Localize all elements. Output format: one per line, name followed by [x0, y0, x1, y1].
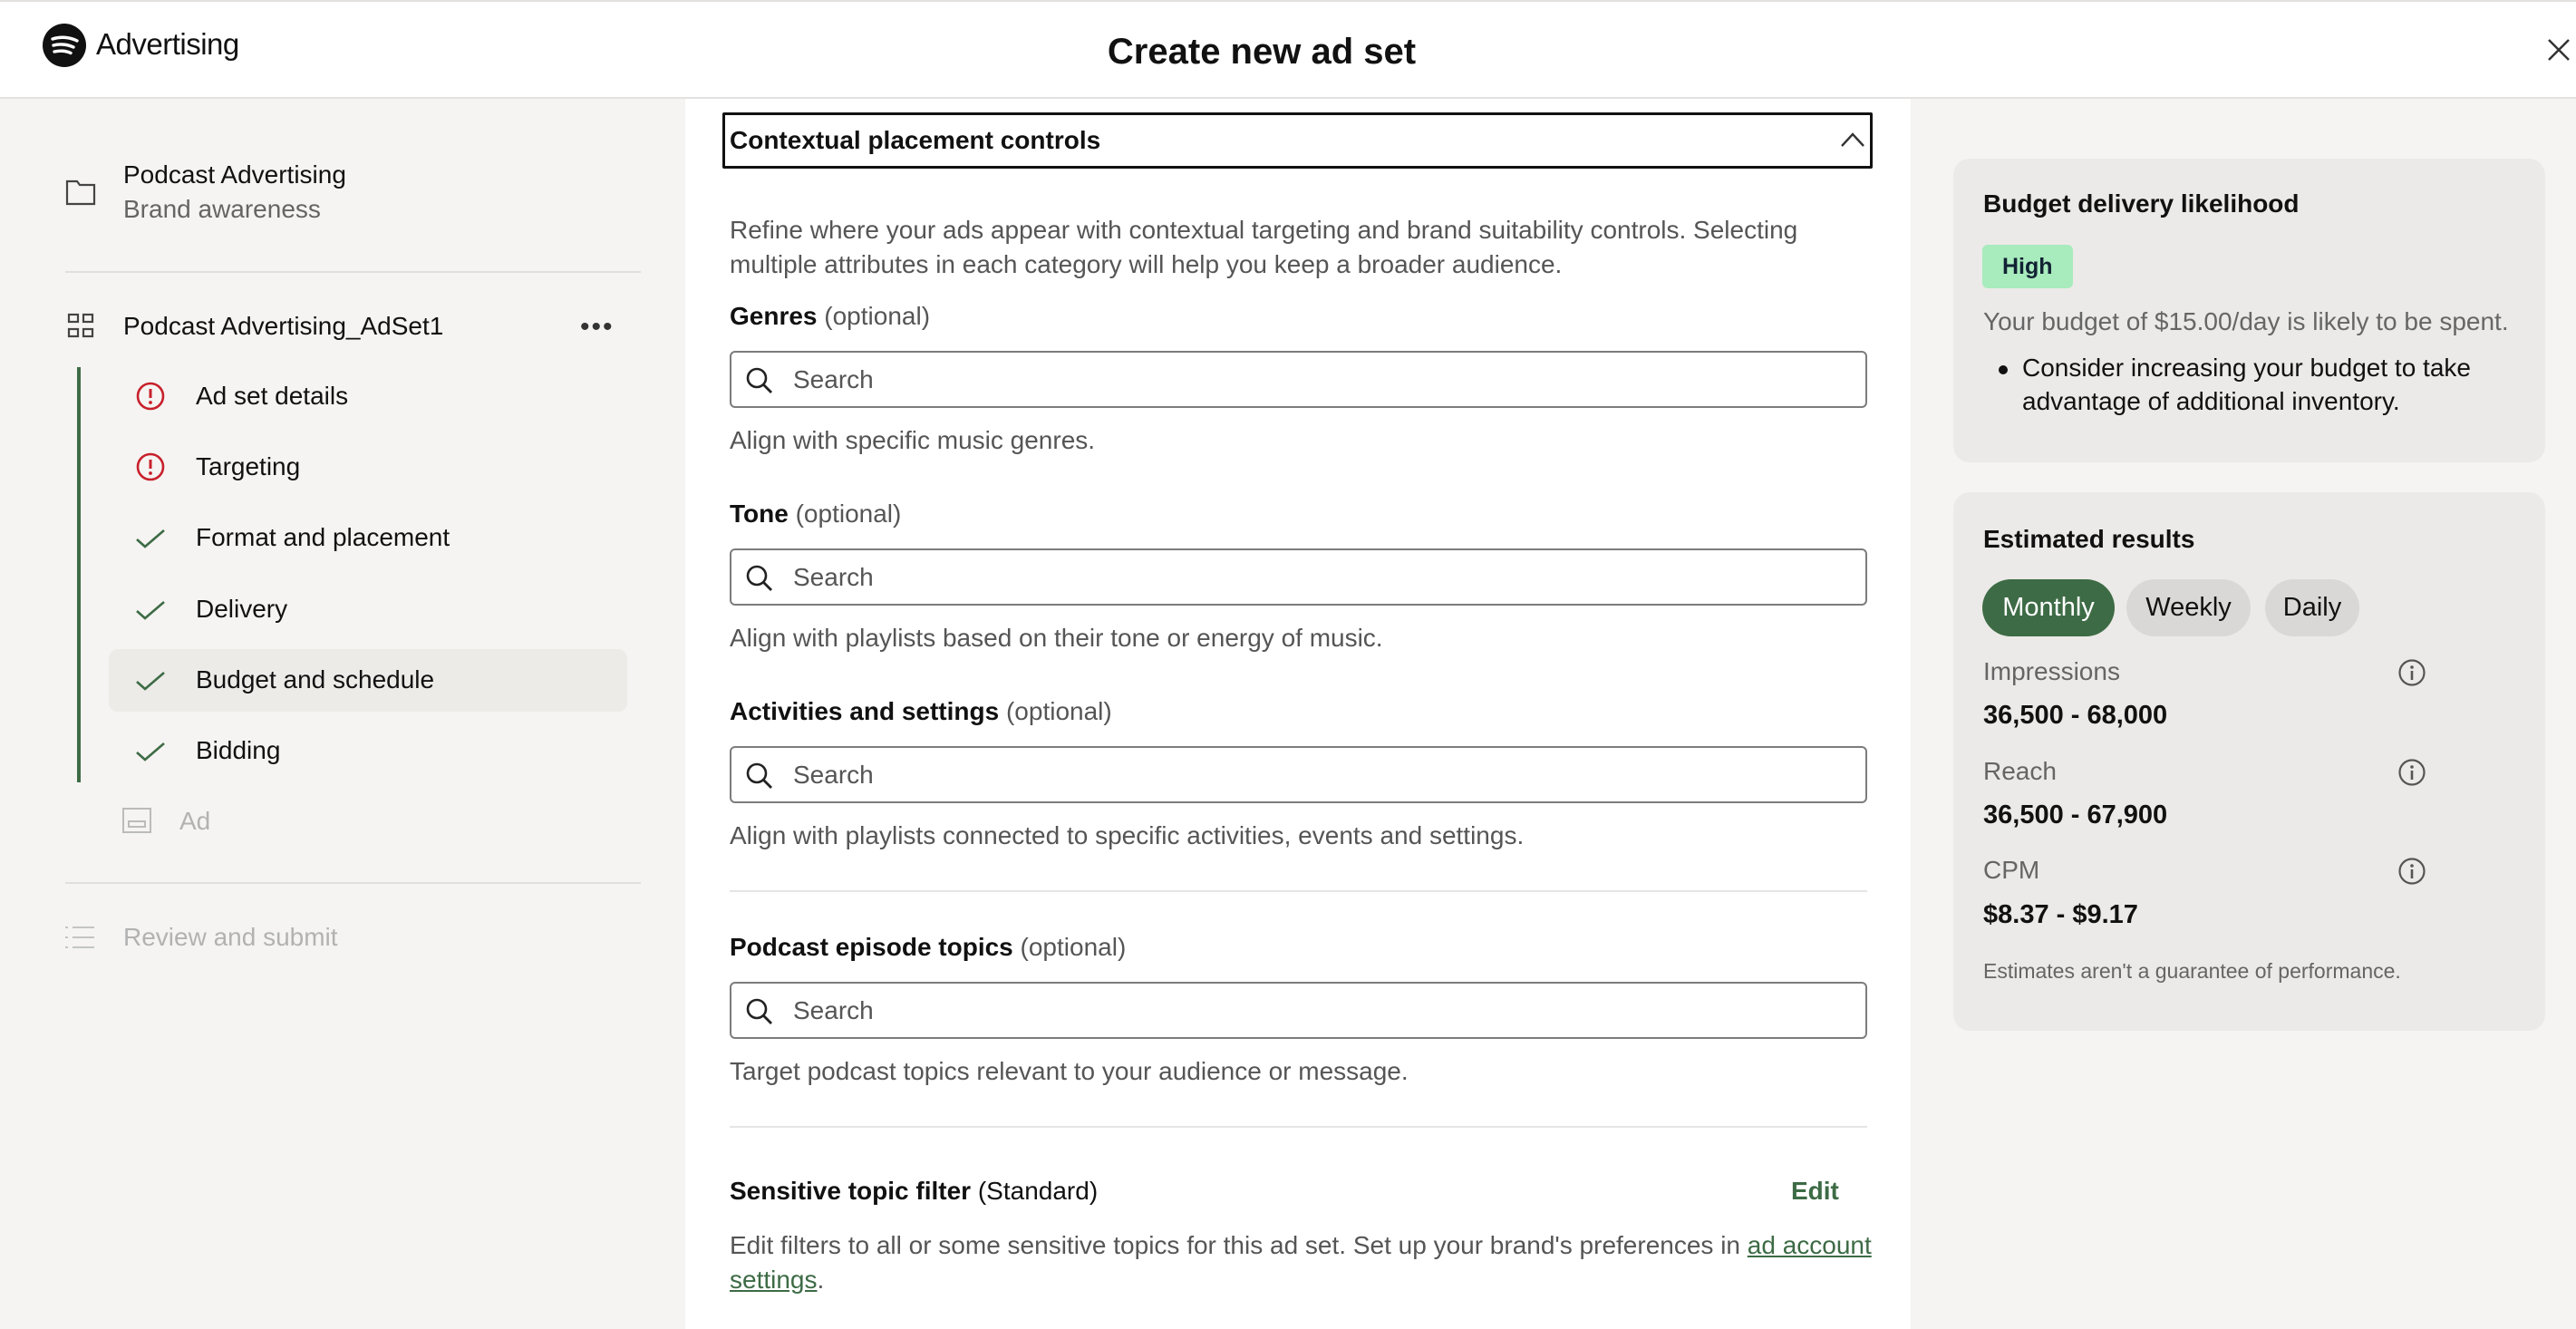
genres-search[interactable] [730, 351, 1867, 408]
info-icon[interactable] [2397, 857, 2426, 886]
nav-ad [118, 803, 571, 839]
impressions-label: Impressions [1983, 657, 2120, 685]
check-icon [134, 664, 167, 696]
adset-item[interactable] [63, 308, 644, 344]
section-header-contextual-placement[interactable] [722, 112, 1873, 169]
nav-step-targeting[interactable] [109, 436, 627, 499]
search-icon [744, 761, 775, 791]
section-intro: Refine where your ads appear with contextual targeting and brand suitability controls. Selecting multiple attributes in each category will help you keep a broader audience. [730, 216, 1798, 278]
budget-text: Your budget of $15.00/day is likely to be spent. [1983, 307, 2509, 335]
genres-label: Genres (optional) [730, 302, 931, 330]
campaign-name: Podcast Advertising [123, 160, 346, 189]
ad-account-settings-link[interactable]: ad account settings [730, 1231, 1872, 1294]
step-label: Bidding [196, 736, 281, 764]
reach-label: Reach [1983, 757, 2057, 785]
cpm-value: $8.37 - $9.17 [1983, 900, 2138, 929]
tone-help: Align with playlists based on their tone or energy of music. [730, 624, 1383, 652]
nav-review-and-submit [63, 919, 517, 956]
activities-input[interactable] [793, 755, 1835, 795]
check-icon [134, 734, 167, 767]
divider [730, 1126, 1867, 1128]
panel-title: Estimated results [1983, 525, 2195, 553]
check-icon [134, 521, 167, 554]
tone-label: Tone (optional) [730, 500, 902, 528]
campaign-item[interactable] [63, 159, 644, 231]
genres-help: Align with specific music genres. [730, 426, 1096, 454]
step-label: Targeting [196, 452, 301, 480]
tone-input[interactable] [793, 558, 1835, 597]
close-icon[interactable] [2545, 36, 2572, 63]
ad-icon [121, 807, 152, 834]
brand-name: Advertising [96, 27, 239, 61]
step-label: Delivery [196, 595, 288, 623]
likelihood-badge: High [1982, 245, 2073, 288]
step-label: Format and placement [196, 523, 450, 551]
nav-step-delivery[interactable] [109, 578, 627, 641]
divider [730, 890, 1867, 892]
estimates-disclaimer: Estimates aren't a guarantee of performance. [1983, 959, 2401, 983]
check-icon [134, 593, 167, 626]
podcast-topics-search[interactable] [730, 982, 1867, 1039]
chevron-up-icon [1840, 130, 1865, 150]
activities-help: Align with playlists connected to specific activities, events and settings. [730, 821, 1525, 849]
search-icon [744, 996, 775, 1027]
sensitive-topic-description: Edit filters to all or some sensitive topics for this ad set. Set up your brand's preferences in ad account settings. [730, 1231, 1872, 1294]
podcast-topics-label: Podcast episode topics (optional) [730, 933, 1127, 961]
tone-search[interactable] [730, 548, 1867, 606]
panel-title: Budget delivery likelihood [1983, 189, 2300, 218]
podcast-topics-input[interactable] [793, 991, 1835, 1031]
nav-step-bidding[interactable] [109, 720, 627, 782]
podcast-topics-help: Target podcast topics relevant to your audience or message. [730, 1057, 1409, 1085]
adset-name: Podcast Advertising_AdSet1 [123, 312, 444, 340]
search-icon [744, 563, 775, 594]
cpm-label: CPM [1983, 856, 2040, 884]
tab-weekly[interactable]: Weekly [2126, 579, 2251, 636]
info-icon[interactable] [2397, 658, 2426, 687]
more-options-icon[interactable]: ••• [580, 312, 615, 342]
nav-step-budget-and-schedule[interactable] [109, 649, 627, 712]
nav-step-ad-set-details[interactable] [109, 365, 627, 428]
tab-daily[interactable]: Daily [2265, 579, 2359, 636]
estimated-results-panel [1953, 492, 2545, 1031]
list-icon [65, 925, 94, 950]
budget-tip: Consider increasing your budget to take advantage of additional inventory. [2022, 354, 2471, 415]
info-icon[interactable] [2397, 758, 2426, 787]
sensitive-topic-label: Sensitive topic filter (Standard) [730, 1177, 1099, 1205]
section-title: Contextual placement controls [730, 126, 1101, 154]
budget-delivery-panel [1953, 159, 2545, 462]
impressions-value: 36,500 - 68,000 [1983, 701, 2168, 730]
activities-search[interactable] [730, 746, 1867, 803]
divider [65, 271, 641, 273]
divider [65, 882, 641, 884]
review-label: Review and submit [123, 923, 338, 951]
progress-line [77, 367, 81, 782]
reach-value: 36,500 - 67,900 [1983, 800, 2168, 829]
activities-label: Activities and settings (optional) [730, 697, 1112, 725]
main-form [685, 99, 1911, 1329]
campaign-objective: Brand awareness [123, 195, 321, 223]
folder-icon [65, 179, 96, 206]
bullet-dot [1999, 365, 2008, 374]
edit-sensitive-filter-button[interactable]: Edit [1791, 1177, 1839, 1205]
nav-step-format-and-placement[interactable] [109, 507, 627, 569]
error-icon [134, 380, 167, 412]
step-label: Ad set details [196, 382, 349, 410]
page-title: Create new ad set [1107, 32, 1417, 72]
tab-monthly[interactable]: Monthly [1982, 579, 2115, 636]
genres-input[interactable] [793, 360, 1835, 400]
ad-label: Ad [179, 807, 211, 835]
error-icon [134, 451, 167, 483]
step-label: Budget and schedule [196, 665, 435, 694]
grid-icon [67, 313, 94, 340]
top-header [0, 0, 2576, 99]
search-icon [744, 365, 775, 396]
